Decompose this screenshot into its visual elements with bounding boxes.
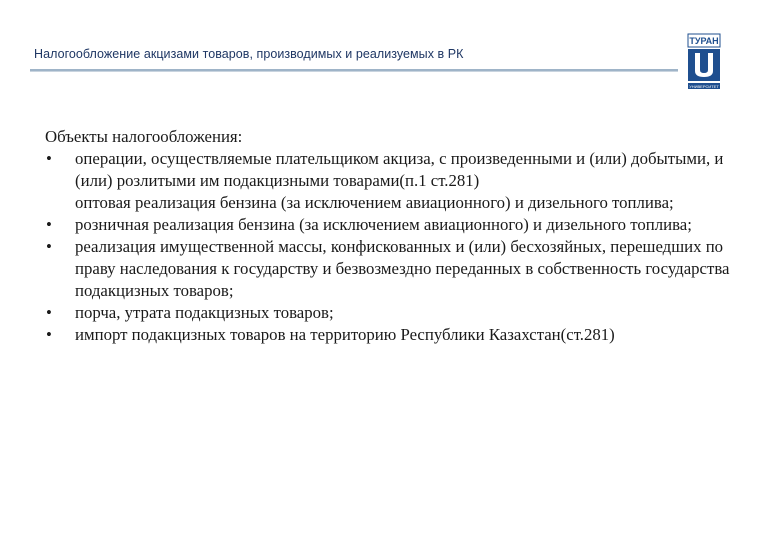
bullet-icon: •: [46, 325, 52, 344]
logo-text: ТУРАН: [689, 36, 719, 46]
list-item-text: реализация имущественной массы, конфискованных и (или) бесхозяйных, перешедших по праву наследования к государству и безвозмездно переданных в собственность государства подакцизных товаров;: [75, 237, 730, 300]
logo-subtext: УНИВЕРСИТЕТ: [689, 84, 719, 89]
bullet-icon: •: [46, 215, 52, 234]
lead-heading: Объекты налогообложения:: [45, 127, 243, 146]
objects-list: [45, 148, 735, 346]
list-item: [45, 236, 735, 302]
turan-university-logo-icon: [686, 33, 722, 91]
list-item: [45, 324, 735, 346]
list-item-text: импорт подакцизных товаров на территорию Республики Казахстан(ст.281): [75, 325, 615, 344]
list-item-continuation: оптовая реализация бензина (за исключением авиационного) и дизельного топлива;: [75, 193, 674, 212]
bullet-icon: •: [46, 237, 52, 256]
bullet-icon: •: [46, 303, 52, 322]
slide-body: [45, 126, 735, 346]
list-item: [45, 302, 735, 324]
header-divider-shadow: [30, 71, 678, 72]
bullet-icon: •: [46, 149, 52, 168]
slide-header-title: Налогообложение акцизами товаров, производимых и реализуемых в РК: [34, 47, 464, 61]
list-item: [45, 148, 735, 214]
list-item-text: операции, осуществляемые плательщиком акциза, с произведенными и (или) добытыми, и (или) розлитыми им подакцизными товарами(п.1 ст.281): [75, 149, 724, 190]
list-item: [45, 214, 735, 236]
list-item-text: розничная реализация бензина (за исключением авиационного) и дизельного топлива;: [75, 215, 692, 234]
list-item-text: порча, утрата подакцизных товаров;: [75, 303, 334, 322]
